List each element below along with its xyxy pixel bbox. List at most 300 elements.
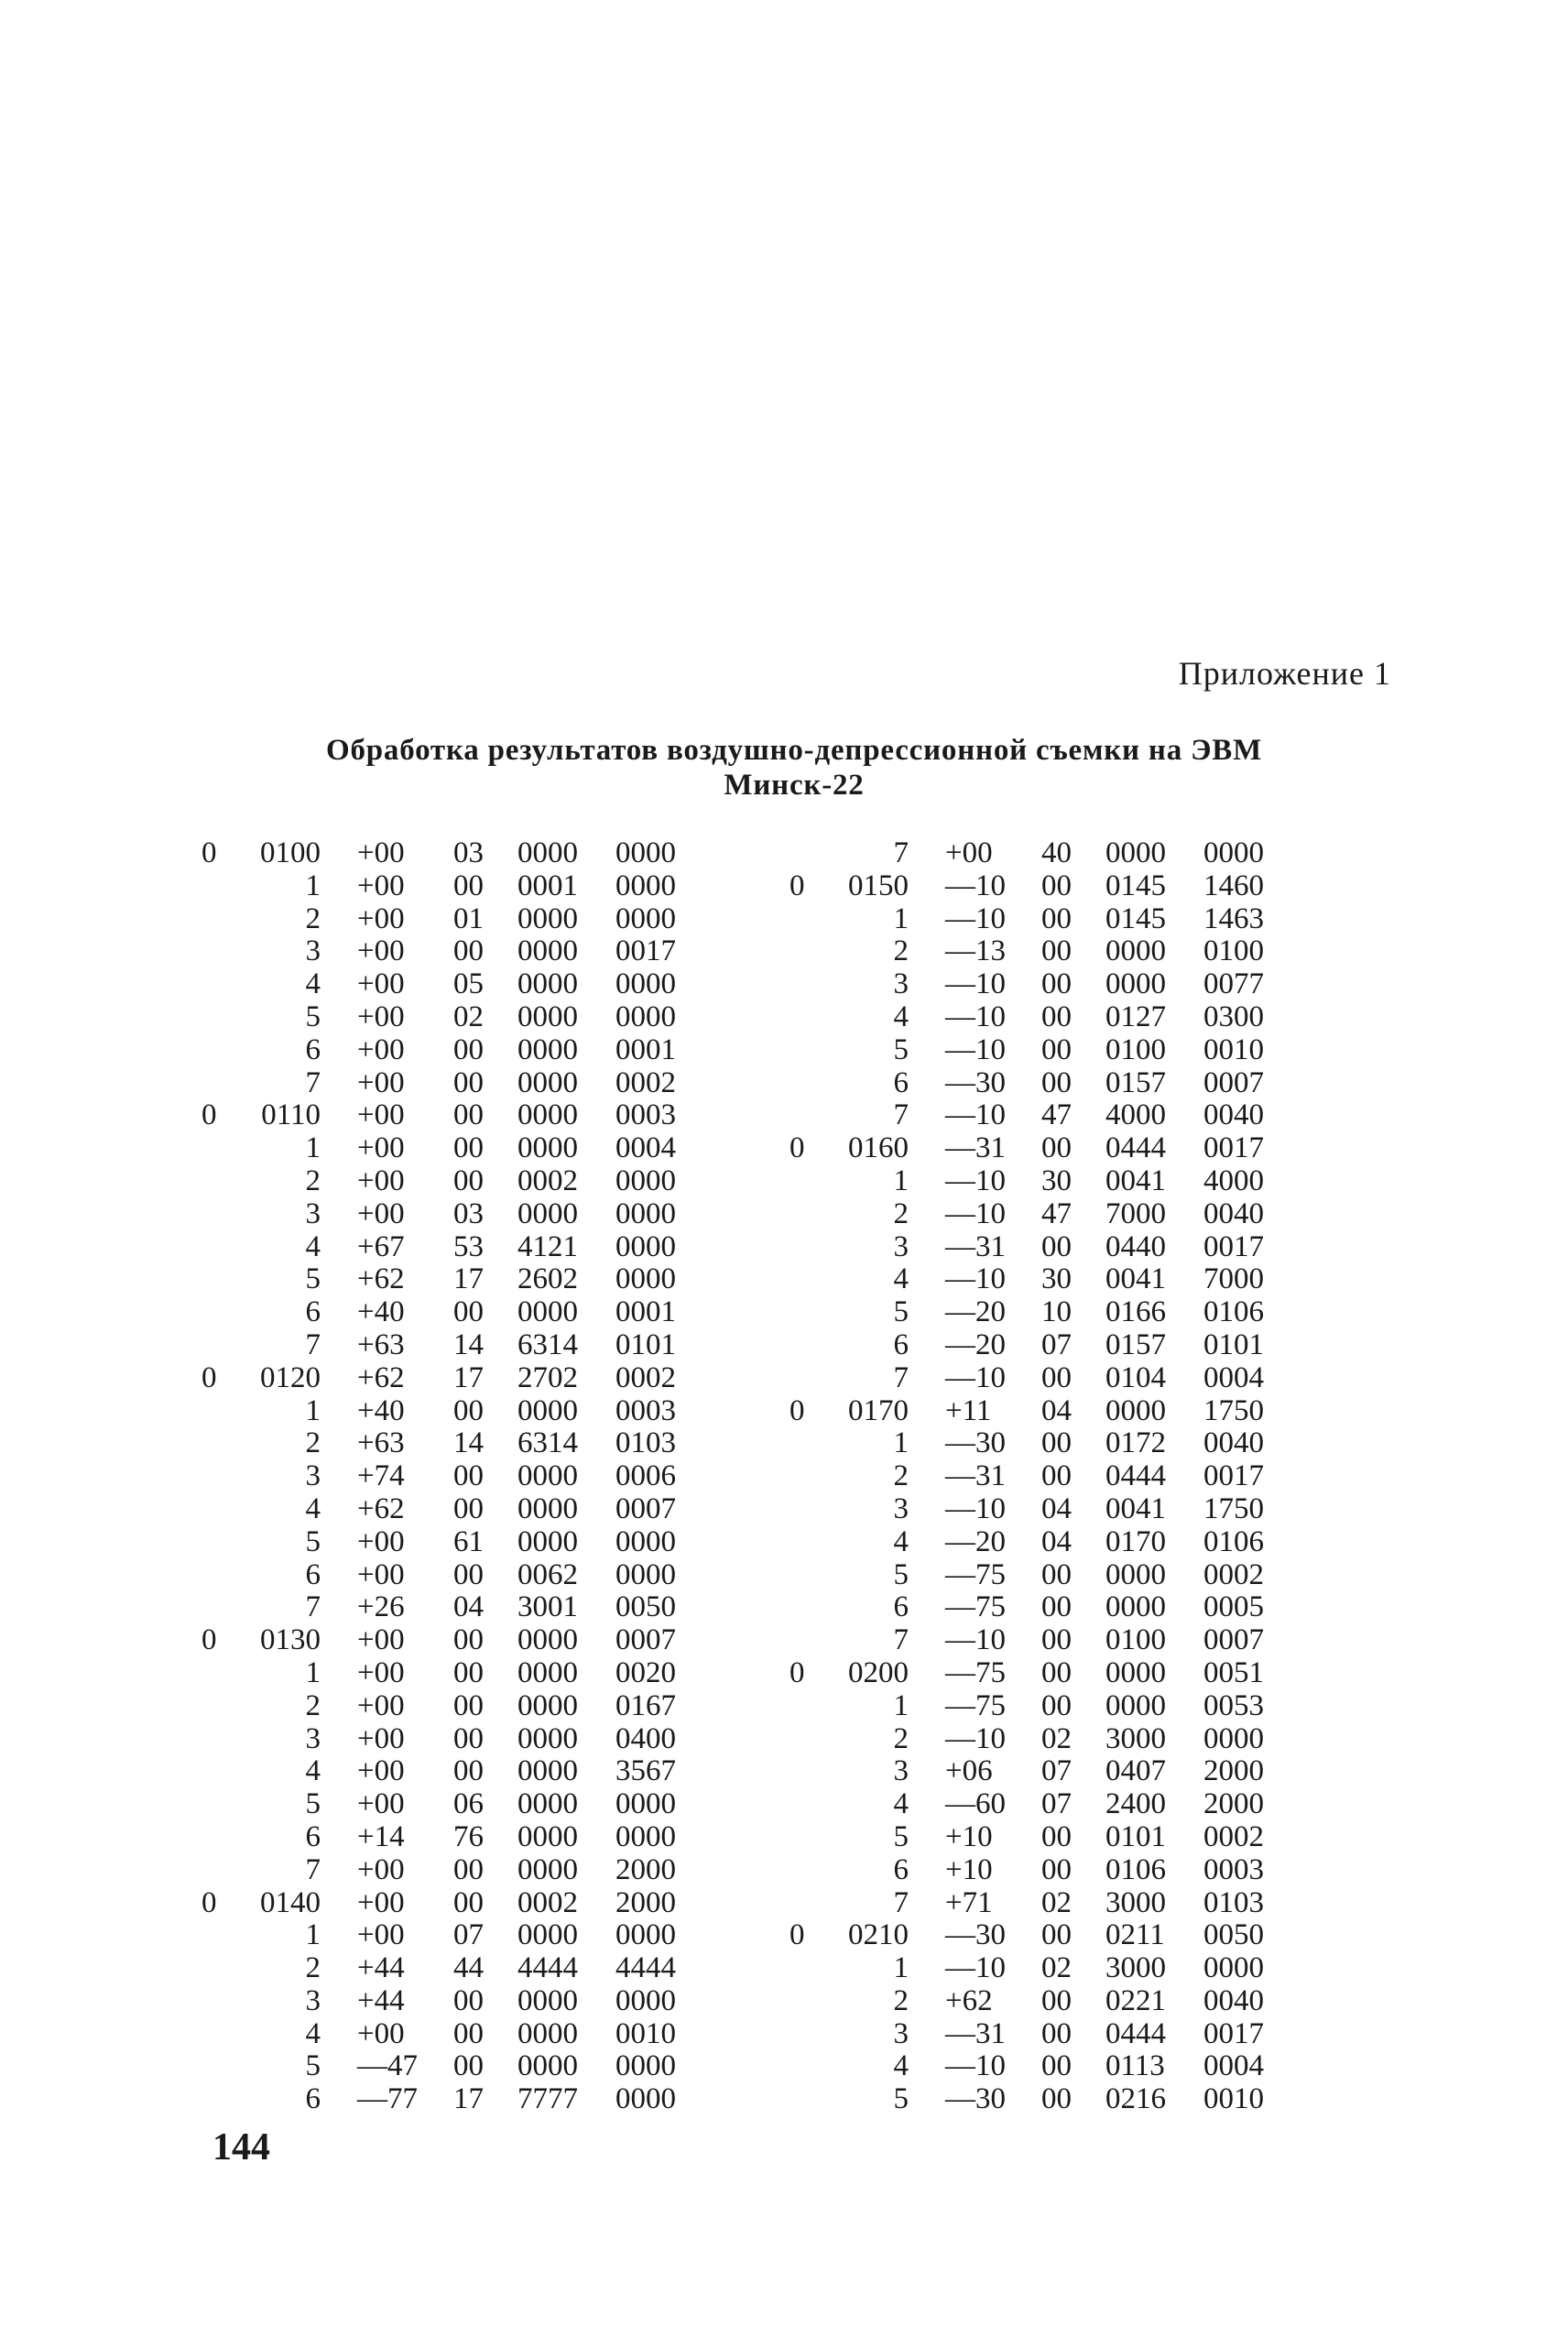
cell-address: 2 — [305, 1688, 321, 1722]
cell-operand-y: 0000 — [615, 2082, 676, 2116]
cell-address: 1 — [305, 1655, 321, 1689]
cell-operand-y: 7000 — [1203, 1262, 1264, 1296]
cell-operand-y: 3567 — [615, 1754, 676, 1788]
cell-opcode: +26 — [357, 1590, 405, 1624]
cell-address: 6 — [305, 2082, 321, 2116]
cell-operand-y: 0101 — [615, 1327, 676, 1361]
cell-addr-a: 00 — [1041, 1655, 1072, 1689]
cell-operand-x: 0172 — [1105, 1426, 1166, 1460]
cell-address: 3 — [893, 1229, 909, 1263]
cell-address: 0120 — [260, 1360, 321, 1394]
cell-addr-a: 00 — [453, 1557, 484, 1591]
cell-addr-a: 40 — [1041, 836, 1072, 869]
cell-addr-a: 00 — [453, 1131, 484, 1165]
cell-addr-a: 07 — [1041, 1754, 1072, 1788]
cell-operand-x: 0000 — [517, 1491, 578, 1525]
cell-address: 7 — [893, 1360, 909, 1394]
cell-operand-y: 0006 — [615, 1459, 676, 1493]
cell-operand-x: 0145 — [1105, 901, 1166, 935]
cell-operand-y: 0040 — [1203, 1098, 1264, 1132]
cell-opcode: —31 — [945, 2016, 1006, 2050]
cell-opcode: +00 — [357, 1655, 405, 1689]
cell-addr-a: 02 — [453, 1000, 484, 1033]
cell-address: 0130 — [260, 1623, 321, 1657]
cell-addr-a: 53 — [453, 1229, 484, 1263]
cell-operand-y: 0106 — [1203, 1524, 1264, 1558]
cell-operand-y: 0300 — [1203, 1000, 1264, 1033]
cell-opcode: —31 — [945, 1459, 1006, 1493]
cell-addr-a: 00 — [453, 1983, 484, 2017]
cell-operand-y: 2000 — [1203, 1754, 1264, 1788]
cell-addr-a: 10 — [1041, 1295, 1072, 1329]
cell-operand-y: 0010 — [1203, 1032, 1264, 1066]
cell-operand-x: 0000 — [517, 2016, 578, 2050]
cell-opcode: +00 — [357, 1032, 405, 1066]
cell-opcode: +10 — [945, 1852, 993, 1886]
cell-operand-x: 0100 — [1105, 1032, 1166, 1066]
cell-operand-y: 0000 — [615, 1787, 676, 1821]
cell-operand-y: 2000 — [615, 1852, 676, 1886]
cell-opcode: +00 — [357, 1164, 405, 1197]
cell-page-prefix: 0 — [789, 1131, 805, 1165]
cell-addr-a: 00 — [1041, 1426, 1072, 1460]
cell-operand-x: 4121 — [517, 1229, 578, 1263]
cell-operand-x: 0100 — [1105, 1623, 1166, 1657]
cell-addr-a: 00 — [1041, 869, 1072, 902]
cell-operand-y: 0051 — [1203, 1655, 1264, 1689]
cell-address: 2 — [893, 934, 909, 968]
cell-operand-x: 0113 — [1105, 2049, 1165, 2083]
cell-operand-y: 0053 — [1203, 1688, 1264, 1722]
cell-operand-y: 0002 — [1203, 1819, 1264, 1853]
cell-addr-a: 00 — [453, 1098, 484, 1132]
cell-address: 4 — [305, 1754, 321, 1788]
cell-operand-y: 0017 — [1203, 1229, 1264, 1263]
cell-address: 2 — [893, 1721, 909, 1755]
cell-operand-x: 0104 — [1105, 1360, 1166, 1394]
cell-operand-x: 4000 — [1105, 1098, 1166, 1132]
cell-operand-x: 0000 — [517, 1623, 578, 1657]
cell-operand-x: 0002 — [517, 1885, 578, 1919]
cell-operand-y: 0017 — [1203, 1131, 1264, 1165]
cell-opcode: —20 — [945, 1295, 1006, 1329]
cell-addr-a: 76 — [453, 1819, 484, 1853]
cell-operand-y: 0050 — [615, 1590, 676, 1624]
cell-addr-a: 00 — [1041, 1459, 1072, 1493]
title-line-1: Обработка результатов воздушно-депрессионной съемки на ЭВМ — [325, 734, 1263, 767]
cell-opcode: +44 — [357, 1951, 405, 1985]
cell-address: 0100 — [260, 836, 321, 869]
cell-opcode: +00 — [357, 1688, 405, 1722]
cell-operand-x: 0041 — [1105, 1164, 1166, 1197]
cell-page-prefix: 0 — [201, 1360, 217, 1394]
cell-address: 5 — [305, 2049, 321, 2083]
cell-addr-a: 00 — [1041, 934, 1072, 968]
cell-address: 6 — [305, 1032, 321, 1066]
cell-operand-y: 0050 — [1203, 1918, 1264, 1952]
cell-address: 2 — [305, 1426, 321, 1460]
cell-opcode: +00 — [357, 1000, 405, 1033]
cell-operand-y: 0004 — [1203, 2049, 1264, 2083]
cell-operand-x: 0407 — [1105, 1754, 1166, 1788]
cell-operand-x: 0000 — [517, 1131, 578, 1165]
cell-operand-x: 0000 — [517, 1032, 578, 1066]
cell-operand-x: 0000 — [517, 967, 578, 1001]
cell-addr-a: 00 — [1041, 2082, 1072, 2116]
cell-operand-y: 0010 — [615, 2016, 676, 2050]
cell-operand-y: 0000 — [1203, 1951, 1264, 1985]
cell-operand-y: 0000 — [615, 1557, 676, 1591]
cell-address: 3 — [305, 1459, 321, 1493]
cell-addr-a: 02 — [1041, 1885, 1072, 1919]
cell-operand-x: 0000 — [517, 1655, 578, 1689]
cell-address: 7 — [305, 1590, 321, 1624]
cell-address: 2 — [893, 1459, 909, 1493]
cell-addr-a: 04 — [1041, 1491, 1072, 1525]
cell-operand-x: 0221 — [1105, 1983, 1166, 2017]
cell-opcode: —10 — [945, 1098, 1006, 1132]
cell-opcode: +00 — [357, 1852, 405, 1886]
cell-opcode: +40 — [357, 1295, 405, 1329]
cell-address: 1 — [893, 1164, 909, 1197]
cell-opcode: +06 — [945, 1754, 993, 1788]
cell-operand-y: 0077 — [1203, 967, 1264, 1001]
cell-addr-a: 00 — [453, 1164, 484, 1197]
cell-opcode: —20 — [945, 1327, 1006, 1361]
cell-address: 6 — [893, 1327, 909, 1361]
cell-operand-x: 0000 — [517, 1098, 578, 1132]
cell-addr-a: 00 — [1041, 1819, 1072, 1853]
cell-addr-a: 00 — [453, 1459, 484, 1493]
cell-operand-y: 0000 — [615, 1918, 676, 1952]
cell-page-prefix: 0 — [201, 1098, 217, 1132]
cell-addr-a: 00 — [1041, 1065, 1072, 1099]
cell-operand-x: 0000 — [517, 1688, 578, 1722]
cell-addr-a: 00 — [1041, 1557, 1072, 1591]
cell-opcode: —31 — [945, 1131, 1006, 1165]
cell-operand-y: 0007 — [1203, 1623, 1264, 1657]
cell-operand-x: 0101 — [1105, 1819, 1166, 1853]
cell-addr-a: 04 — [453, 1590, 484, 1624]
cell-operand-x: 0000 — [517, 1459, 578, 1493]
cell-opcode: —10 — [945, 1262, 1006, 1296]
cell-page-prefix: 0 — [201, 836, 217, 869]
cell-opcode: +00 — [357, 1787, 405, 1821]
cell-address: 5 — [305, 1000, 321, 1033]
cell-address: 0140 — [260, 1885, 321, 1919]
cell-address: 7 — [305, 1327, 321, 1361]
cell-address: 4 — [893, 1262, 909, 1296]
cell-operand-y: 0000 — [615, 1524, 676, 1558]
cell-operand-x: 7000 — [1105, 1196, 1166, 1230]
cell-opcode: +00 — [357, 836, 405, 869]
cell-address: 4 — [893, 2049, 909, 2083]
cell-opcode: —10 — [945, 1951, 1006, 1985]
cell-addr-a: 00 — [453, 1032, 484, 1066]
cell-operand-x: 2400 — [1105, 1787, 1166, 1821]
cell-opcode: —30 — [945, 1065, 1006, 1099]
cell-opcode: —10 — [945, 1000, 1006, 1033]
cell-opcode: —10 — [945, 1623, 1006, 1657]
cell-opcode: +62 — [357, 1491, 405, 1525]
appendix-label: Приложение 1 — [1178, 655, 1391, 692]
cell-addr-a: 00 — [1041, 1688, 1072, 1722]
cell-opcode: —10 — [945, 1491, 1006, 1525]
cell-address: 0200 — [848, 1655, 909, 1689]
cell-operand-y: 0003 — [615, 1393, 676, 1427]
cell-addr-a: 17 — [453, 1262, 484, 1296]
cell-addr-a: 00 — [1041, 2049, 1072, 2083]
cell-addr-a: 00 — [453, 1852, 484, 1886]
cell-operand-x: 0000 — [517, 836, 578, 869]
cell-operand-x: 0145 — [1105, 869, 1166, 902]
cell-address: 0170 — [848, 1393, 909, 1427]
cell-addr-a: 00 — [453, 1065, 484, 1099]
cell-operand-y: 0100 — [1203, 934, 1264, 968]
cell-opcode: +00 — [357, 1524, 405, 1558]
cell-opcode: +00 — [357, 1098, 405, 1132]
cell-addr-a: 00 — [1041, 1032, 1072, 1066]
cell-addr-a: 00 — [453, 1754, 484, 1788]
cell-address: 7 — [893, 1098, 909, 1132]
cell-addr-a: 07 — [1041, 1327, 1072, 1361]
cell-operand-y: 2000 — [1203, 1787, 1264, 1821]
cell-operand-y: 0106 — [1203, 1295, 1264, 1329]
cell-addr-a: 00 — [453, 1623, 484, 1657]
cell-addr-a: 00 — [1041, 1983, 1072, 2017]
cell-operand-x: 0000 — [1105, 934, 1166, 968]
cell-opcode: —75 — [945, 1557, 1006, 1591]
cell-addr-a: 00 — [453, 934, 484, 968]
cell-opcode: —20 — [945, 1524, 1006, 1558]
cell-operand-x: 0106 — [1105, 1852, 1166, 1886]
cell-opcode: —47 — [357, 2049, 418, 2083]
cell-addr-a: 03 — [453, 836, 484, 869]
cell-opcode: +00 — [357, 967, 405, 1001]
cell-address: 6 — [893, 1590, 909, 1624]
cell-operand-y: 0000 — [615, 1262, 676, 1296]
cell-address: 3 — [893, 2016, 909, 2050]
cell-address: 5 — [305, 1262, 321, 1296]
cell-operand-x: 0211 — [1105, 1918, 1165, 1952]
cell-operand-y: 0010 — [1203, 2082, 1264, 2116]
cell-opcode: —13 — [945, 934, 1006, 968]
cell-address: 1 — [893, 901, 909, 935]
cell-addr-a: 06 — [453, 1787, 484, 1821]
cell-opcode: +63 — [357, 1426, 405, 1460]
cell-operand-y: 0000 — [615, 1983, 676, 2017]
cell-addr-a: 00 — [1041, 1918, 1072, 1952]
cell-operand-x: 3000 — [1105, 1885, 1166, 1919]
cell-addr-a: 00 — [1041, 1131, 1072, 1165]
cell-opcode: —10 — [945, 1360, 1006, 1394]
cell-address: 3 — [305, 934, 321, 968]
cell-opcode: +00 — [357, 1065, 405, 1099]
cell-operand-y: 0005 — [1203, 1590, 1264, 1624]
cell-address: 4 — [305, 2016, 321, 2050]
cell-addr-a: 00 — [1041, 901, 1072, 935]
cell-page-prefix: 0 — [789, 869, 805, 902]
cell-opcode: +00 — [357, 1623, 405, 1657]
cell-operand-x: 0157 — [1105, 1065, 1166, 1099]
cell-operand-y: 0000 — [615, 1000, 676, 1033]
cell-addr-a: 61 — [453, 1524, 484, 1558]
cell-opcode: —77 — [357, 2082, 418, 2116]
cell-addr-a: 00 — [1041, 1590, 1072, 1624]
cell-opcode: —10 — [945, 1164, 1006, 1197]
cell-operand-y: 0101 — [1203, 1327, 1264, 1361]
cell-operand-y: 0002 — [1203, 1557, 1264, 1591]
cell-operand-y: 0001 — [615, 1032, 676, 1066]
cell-operand-x: 0166 — [1105, 1295, 1166, 1329]
cell-address: 1 — [305, 1918, 321, 1952]
cell-address: 3 — [305, 1983, 321, 2017]
cell-operand-x: 0444 — [1105, 1131, 1166, 1165]
cell-opcode: +00 — [357, 2016, 405, 2050]
cell-opcode: +62 — [357, 1360, 405, 1394]
cell-opcode: —75 — [945, 1688, 1006, 1722]
cell-operand-y: 4000 — [1203, 1164, 1264, 1197]
cell-opcode: +62 — [357, 1262, 405, 1296]
cell-address: 5 — [893, 1557, 909, 1591]
cell-operand-x: 0000 — [517, 1196, 578, 1230]
cell-opcode: +63 — [357, 1327, 405, 1361]
cell-addr-a: 00 — [453, 1721, 484, 1755]
cell-operand-y: 0000 — [615, 967, 676, 1001]
cell-address: 1 — [893, 1951, 909, 1985]
cell-addr-a: 00 — [1041, 967, 1072, 1001]
cell-address: 5 — [305, 1524, 321, 1558]
cell-opcode: —10 — [945, 2049, 1006, 2083]
cell-opcode: —10 — [945, 1721, 1006, 1755]
cell-addr-a: 00 — [453, 1655, 484, 1689]
cell-addr-a: 00 — [1041, 1000, 1072, 1033]
cell-opcode: —31 — [945, 1229, 1006, 1263]
cell-address: 2 — [305, 1951, 321, 1985]
cell-opcode: —10 — [945, 869, 1006, 902]
cell-opcode: +71 — [945, 1885, 993, 1919]
cell-operand-x: 0000 — [517, 1787, 578, 1821]
cell-operand-y: 1750 — [1203, 1491, 1264, 1525]
cell-operand-y: 0017 — [615, 934, 676, 968]
cell-operand-y: 0004 — [1203, 1360, 1264, 1394]
cell-operand-x: 0062 — [517, 1557, 578, 1591]
cell-operand-x: 2602 — [517, 1262, 578, 1296]
cell-addr-a: 00 — [453, 1295, 484, 1329]
cell-opcode: +67 — [357, 1229, 405, 1263]
cell-operand-y: 0000 — [615, 1196, 676, 1230]
cell-opcode: +14 — [357, 1819, 405, 1853]
cell-address: 0160 — [848, 1131, 909, 1165]
cell-operand-y: 0004 — [615, 1131, 676, 1165]
cell-opcode: +00 — [357, 1721, 405, 1755]
cell-address: 1 — [893, 1688, 909, 1722]
cell-operand-x: 0216 — [1105, 2082, 1166, 2116]
cell-operand-x: 0000 — [517, 934, 578, 968]
cell-operand-x: 0000 — [517, 901, 578, 935]
cell-operand-x: 0444 — [1105, 1459, 1166, 1493]
cell-operand-y: 1460 — [1203, 869, 1264, 902]
cell-address: 2 — [893, 1983, 909, 2017]
cell-operand-y: 0017 — [1203, 2016, 1264, 2050]
page-number: 144 — [212, 2126, 270, 2169]
cell-address: 5 — [893, 1032, 909, 1066]
cell-operand-x: 0000 — [517, 1000, 578, 1033]
cell-addr-a: 04 — [1041, 1393, 1072, 1427]
cell-operand-y: 0002 — [615, 1360, 676, 1394]
cell-operand-y: 0007 — [1203, 1065, 1264, 1099]
cell-opcode: +00 — [945, 836, 993, 869]
cell-opcode: —10 — [945, 1196, 1006, 1230]
cell-address: 7 — [893, 836, 909, 869]
cell-operand-y: 0020 — [615, 1655, 676, 1689]
cell-address: 6 — [305, 1295, 321, 1329]
cell-opcode: —30 — [945, 1426, 1006, 1460]
cell-addr-a: 00 — [453, 2049, 484, 2083]
cell-opcode: +00 — [357, 901, 405, 935]
cell-addr-a: 00 — [453, 1393, 484, 1427]
cell-operand-x: 0000 — [517, 1983, 578, 2017]
cell-operand-x: 0000 — [517, 1065, 578, 1099]
cell-operand-y: 0007 — [615, 1491, 676, 1525]
cell-operand-y: 0001 — [615, 1295, 676, 1329]
cell-operand-y: 0003 — [615, 1098, 676, 1132]
cell-operand-y: 0002 — [615, 1065, 676, 1099]
cell-operand-x: 0000 — [517, 1819, 578, 1853]
cell-opcode: —30 — [945, 1918, 1006, 1952]
cell-opcode: +00 — [357, 1131, 405, 1165]
cell-address: 7 — [305, 1065, 321, 1099]
cell-operand-x: 0000 — [1105, 1655, 1166, 1689]
cell-addr-a: 44 — [453, 1951, 484, 1985]
cell-opcode: —75 — [945, 1590, 1006, 1624]
cell-opcode: +00 — [357, 1754, 405, 1788]
title-line-2: Минск-22 — [724, 769, 865, 802]
cell-address: 4 — [305, 1491, 321, 1525]
cell-addr-a: 14 — [453, 1426, 484, 1460]
cell-opcode: +44 — [357, 1983, 405, 2017]
cell-opcode: +11 — [945, 1393, 992, 1427]
cell-address: 5 — [893, 2082, 909, 2116]
cell-operand-y: 0103 — [1203, 1885, 1264, 1919]
cell-operand-x: 3001 — [517, 1590, 578, 1624]
cell-addr-a: 00 — [453, 1688, 484, 1722]
cell-address: 3 — [305, 1196, 321, 1230]
cell-operand-x: 0000 — [517, 2049, 578, 2083]
cell-operand-y: 1463 — [1203, 901, 1264, 935]
cell-operand-y: 0040 — [1203, 1196, 1264, 1230]
cell-operand-x: 0157 — [1105, 1327, 1166, 1361]
cell-address: 4 — [305, 967, 321, 1001]
cell-operand-x: 0170 — [1105, 1524, 1166, 1558]
cell-operand-y: 0000 — [615, 1819, 676, 1853]
cell-operand-y: 0000 — [615, 1229, 676, 1263]
cell-addr-a: 00 — [1041, 2016, 1072, 2050]
cell-operand-y: 0017 — [1203, 1459, 1264, 1493]
cell-page-prefix: 0 — [789, 1918, 805, 1952]
cell-operand-y: 0040 — [1203, 1983, 1264, 2017]
cell-address: 1 — [893, 1426, 909, 1460]
cell-operand-y: 0000 — [615, 1164, 676, 1197]
cell-opcode: —30 — [945, 2082, 1006, 2116]
cell-operand-x: 6314 — [517, 1327, 578, 1361]
cell-addr-a: 47 — [1041, 1098, 1072, 1132]
cell-operand-x: 0000 — [1105, 1590, 1166, 1624]
cell-operand-y: 4444 — [615, 1951, 676, 1985]
cell-addr-a: 00 — [453, 1885, 484, 1919]
cell-opcode: +74 — [357, 1459, 405, 1493]
cell-operand-x: 0002 — [517, 1164, 578, 1197]
